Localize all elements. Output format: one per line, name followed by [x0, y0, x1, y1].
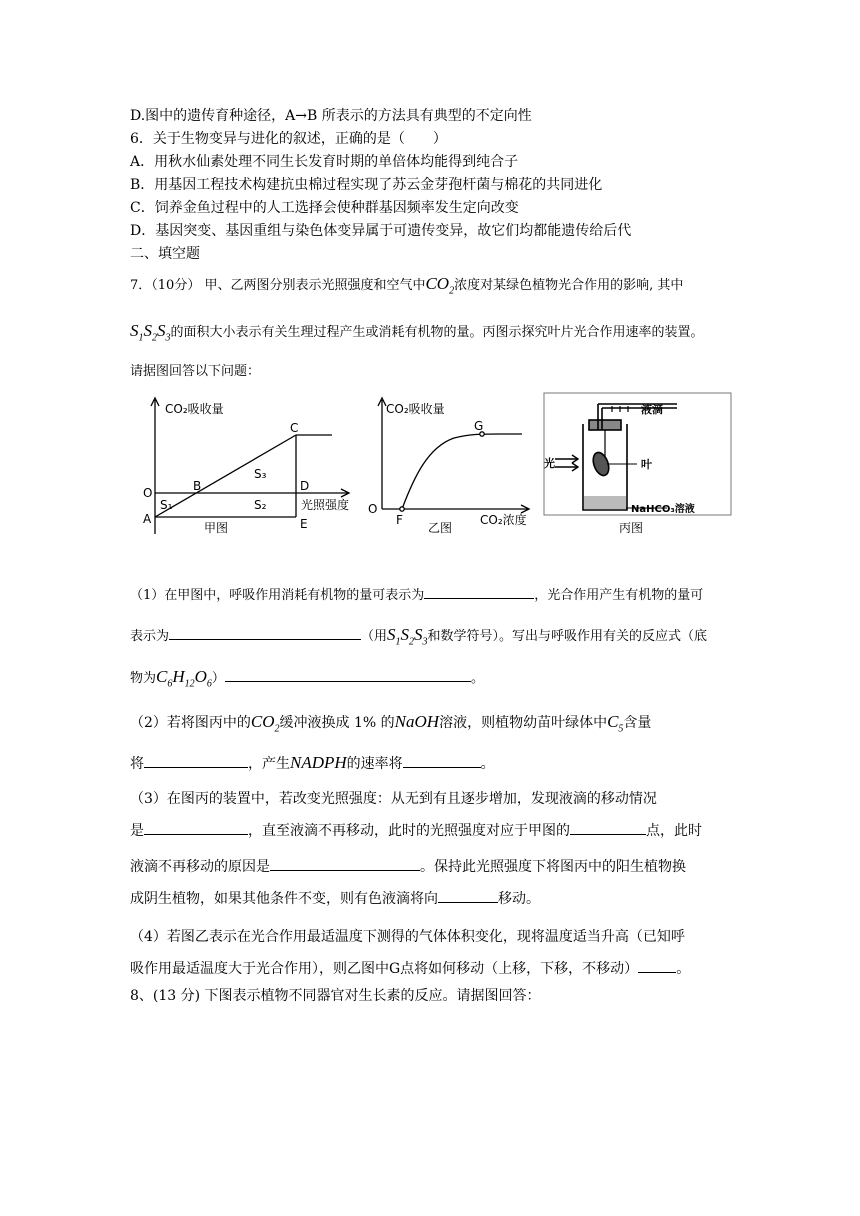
q7-part3-line1: （3）在图丙的装置中，若改变光照强度：从无到有且逐步增加，发现液滴的移动情况 [130, 791, 657, 807]
q7-part2-line1: （2）若将图丙中的$CO_2$缓冲液换成 1% 的NaOH溶液，则植物幼苗叶绿体中$C_5$含量 [130, 712, 652, 735]
s-symbols: $S_1S_2S_3$ [130, 321, 171, 344]
question-6: 6．关于生物变异与进化的叙述，正确的是（ ） [130, 131, 447, 147]
bing-droplet-label: 液滴 [641, 403, 663, 416]
yi-ylabel: CO₂吸收量 [386, 402, 445, 416]
q7-part4-line1: （4）若图乙表示在光合作用最适温度下测得的气体体积变化，现将温度适当升高（已知呼 [130, 929, 685, 945]
bing-leaf-label: 叶 [641, 458, 652, 471]
option-b: B．用基因工程技术构建抗虫棉过程实现了苏云金芽孢杆菌与棉花的共同进化 [130, 177, 603, 193]
figure-yi [362, 392, 538, 538]
co2-formula: $CO_2$ [425, 274, 455, 297]
jia-area-s3: S₃ [254, 467, 267, 481]
option-c: C．饲养金鱼过程中的人工选择会使种群基因频率发生定向改变 [130, 200, 519, 216]
jia-origin: O [143, 486, 153, 500]
jia-point-b: B [193, 479, 202, 493]
bing-light-label: 光 [544, 457, 555, 470]
yi-point-g: G [474, 419, 484, 433]
yi-point-f: F [396, 513, 403, 527]
q7-area-line [130, 321, 704, 348]
section-heading: 二、填空题 [130, 246, 200, 262]
answer-blank-4[interactable] [144, 753, 248, 768]
answer-blank-6[interactable] [144, 820, 248, 835]
yi-point-f-marker [400, 507, 404, 511]
option-d-q5: D.图中的遗传育种途径，A→B 所表示的方法具有典型的不定向性 [130, 108, 532, 124]
q7-part1-line2: 表示为 （用$S_1S_2S_3$和数学符号）。写出与呼吸作用有关的反应式（底 [130, 625, 708, 648]
q7-intro-b: 浓度对某绿色植物光合作用的影响, 其中 [454, 278, 684, 293]
q7-intro-a: 7．（10分） 甲、乙两图分别表示光照强度和空气中 [130, 278, 426, 293]
jia-point-a: A [143, 512, 152, 526]
nadph-formula: NADPH [290, 753, 347, 772]
answer-blank-2[interactable] [169, 625, 361, 640]
glucose-formula: $C_6H_{12}O_6$ [156, 667, 212, 690]
yi-curve [402, 434, 522, 509]
jia-area-s2: S₂ [254, 498, 267, 512]
option-d: D．基因突变、基因重组与染色体变异属于可遗传变异，故它们均都能遗传给后代 [130, 223, 632, 239]
bing-solution-layer [584, 496, 626, 509]
c5-formula: $C_5$ [607, 712, 624, 735]
jia-ylabel: CO₂吸收量 [165, 402, 224, 416]
yi-xlabel: CO₂浓度 [480, 513, 527, 527]
jia-line-ac [155, 435, 296, 517]
jia-point-c: C [290, 421, 299, 435]
figure-bing [543, 392, 733, 538]
q7-part3-line4: 成阴生植物，如果其他条件不变，则有色液滴将向 移动。 [130, 888, 540, 909]
yi-origin: O [368, 502, 378, 516]
q7-part4-line2: 吸作用最适温度大于光合作用），则乙图中G点将如何移动（上移，下移，不移动） 。 [130, 958, 690, 979]
answer-blank-5[interactable] [403, 753, 481, 768]
jia-point-d: D [300, 479, 310, 493]
q7-part1-line3: 物为$C_6H_{12}O_6$） 。 [130, 667, 484, 690]
option-a: A．用秋水仙素处理不同生长发育时期的单倍体均能得到纯合子 [130, 154, 519, 170]
q7-prompt: 请据图回答以下问题： [130, 364, 261, 379]
bing-solution-label: NaHCO₃溶液 [631, 504, 695, 515]
jia-point-e: E [300, 517, 308, 531]
answer-blank-7[interactable] [570, 820, 646, 835]
bing-frame [544, 393, 731, 515]
jia-xlabel: 光照强度 [301, 498, 350, 512]
yi-caption: 乙图 [428, 521, 453, 535]
bing-caption: 丙图 [619, 521, 644, 535]
answer-blank-9[interactable] [438, 888, 498, 903]
jia-area-s1: S₁ [160, 498, 173, 512]
jia-caption: 甲图 [204, 521, 229, 535]
figure-jia [138, 392, 364, 538]
co2-formula-2: $CO_2$ [250, 712, 280, 735]
q7-part3-line3: 液滴不再移动的原因是 。保持此光照强度下将图丙中的阳生植物换 [130, 856, 686, 877]
s-symbols-2: $S_1S_2S_3$ [387, 625, 428, 648]
answer-blank-8[interactable] [270, 856, 420, 871]
q7-part1-line1: （1）在甲图中，呼吸作用消耗有机物的量可表示为 ，光合作用产生有机物的量可 [130, 584, 703, 606]
answer-blank-1[interactable] [424, 584, 534, 599]
answer-blank-10[interactable] [638, 958, 676, 973]
q7-intro [130, 274, 683, 301]
naoh-formula: NaOH [394, 712, 440, 731]
bing-stopper [589, 420, 621, 430]
q7-area-text: 的面积大小表示有关生理过程产生或消耗有机物的量。丙图示探究叶片光合作用速率的装置。 [170, 325, 704, 340]
q7-part2-line2: 将 ，产生NADPH的速率将 。 [130, 753, 495, 772]
question-8: 8、(13 分) 下图表示植物不同器官对生长素的反应。请据图回答： [130, 988, 541, 1004]
q7-part3-line2: 是 ，直至液滴不再移动，此时的光照强度对应于甲图的 点，此时 [130, 820, 702, 841]
answer-blank-3[interactable] [225, 667, 471, 682]
